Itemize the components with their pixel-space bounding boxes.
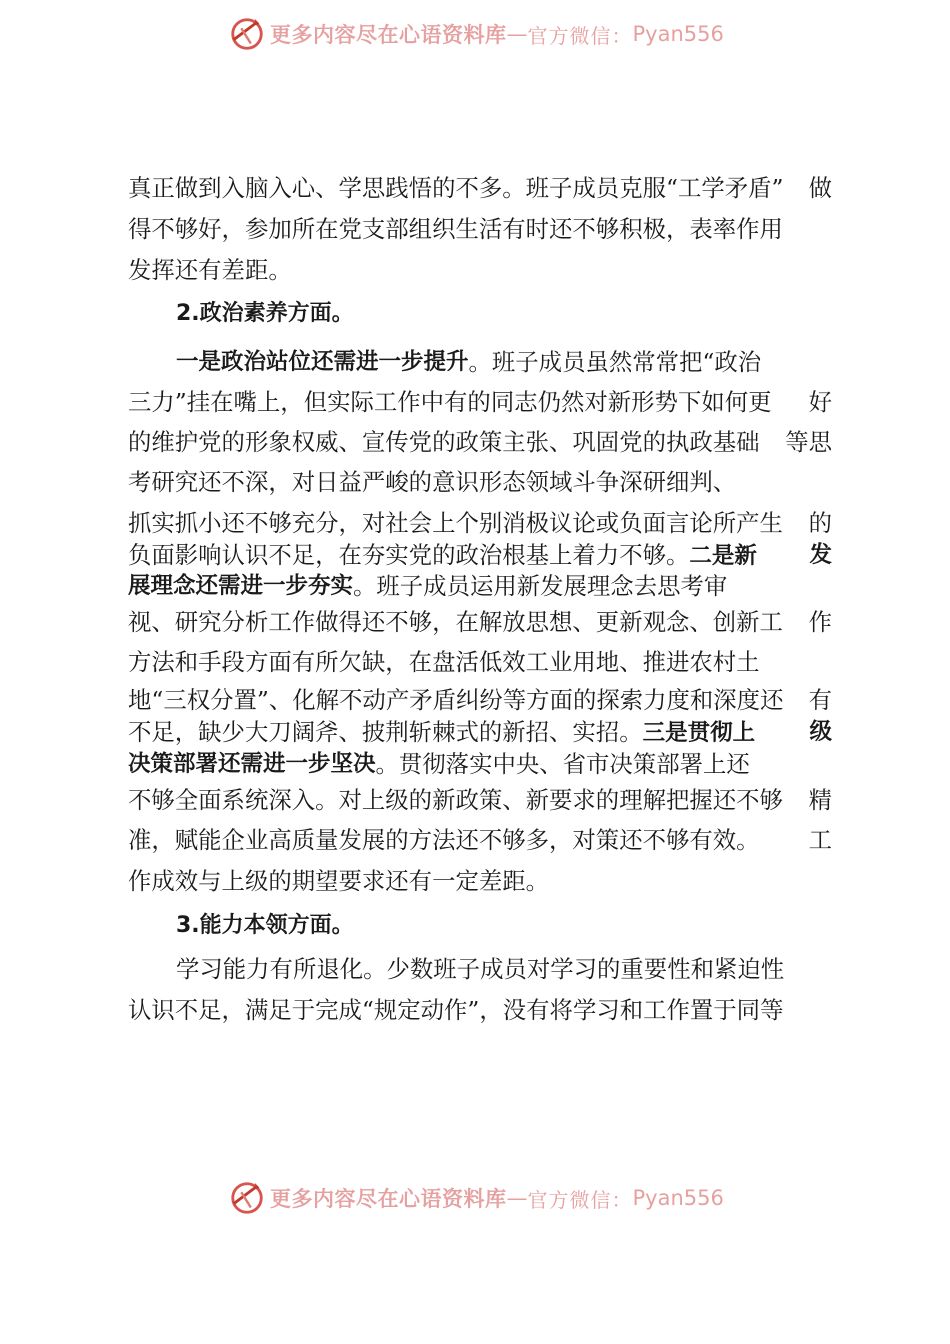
banner-wechat-id: Pyan556 [632,1186,724,1210]
text-line: 视、研究分析工作做得还不够，在解放思想、更新观念、创新工 作 [128,608,832,636]
emphasis-text: 展理念还需进一步夯实 [128,573,354,599]
footer-banner [228,1178,724,1218]
banner-wechat-label: 官方微信： [527,23,633,48]
text-line: 的维护党的形象权威、宣传党的政策主张、巩固党的执政基础 等思 [128,428,832,456]
emphasis-text: 二是新 [689,543,757,569]
text-line: 考研究还不深，对日益严峻的意识形态领域斗争深研细判、 [128,468,737,496]
banner-title: 更多内容尽在心语资料库 [270,22,507,47]
banner-wechat-label: 官方微信： [527,1187,633,1212]
section-heading-political: 2.政治素养方面。 [176,301,354,326]
banner-separator: — [506,22,528,46]
text-line: 真正做到入脑入心、学思践悟的不多。班子成员克服“工学矛盾” 做 [128,174,832,202]
text-line: 准，赋能企业高质量发展的方法还不够多，对策还不够有效。 工 [128,826,832,854]
emphasis-text: 一是政治站位还需进一步提升 [176,349,469,375]
header-banner [228,14,724,54]
text-line: 展理念还需进一步夯实 。班子成员运用新发展理念去思考审 [128,568,832,604]
text-line: 负面影响认识不足，在夯实党的政治根基上着力不够。二是新 发 [128,537,832,573]
text-line: 不足，缺少大刀阔斧、披荆斩棘式的新招、实招。三是贯彻上 级 [128,714,832,750]
text-line: 学习能力有所退化。少数班子成员对学习的重要性和紧迫性 [176,955,785,983]
brand-logo-icon [228,1179,266,1217]
brand-logo-icon [228,15,266,53]
emphasis-text: 级 [809,719,832,745]
banner-separator: — [506,1186,528,1210]
text-line: 决策部署还需进一步坚决 。贯彻落实中央、省市决策部署上还 [128,746,832,782]
text-line: 三力”挂在嘴上，但实际工作中有的同志仍然对新形势下如何更 好 [128,388,832,416]
emphasis-text: 决策部署还需进一步坚决 [128,751,376,777]
text-line: 方法和手段方面有所欠缺，在盘活低效工业用地、推进农村土 [128,648,760,676]
text-line: 作成效与上级的期望要求还有一定差距。 [128,867,550,895]
emphasis-text: 发 [809,542,832,568]
text-line: 得不够好，参加所在党支部组织生活有时还不够积极，表率作用 [128,215,783,243]
text-line: 地“三权分置”、化解不动产矛盾纠纷等方面的探索力度和深度还 有 [128,686,832,714]
emphasis-text: 三是贯彻上 [642,720,756,746]
text-line: 不够全面系统深入。对上级的新政策、新要求的理解把握还不够 精 [128,786,832,814]
text-line: 一是政治站位还需进一步提升 。班子成员虽然常常把“政治 [176,344,832,380]
banner-title: 更多内容尽在心语资料库 [270,1186,507,1211]
text-line: 发挥还有差距。 [128,256,292,284]
banner-wechat-id: Pyan556 [632,22,724,46]
section-heading-ability: 3.能力本领方面。 [176,913,354,938]
text-line: 抓实抓小还不够充分，对社会上个别消极议论或负面言论所产生 的 [128,509,832,537]
text-line: 认识不足，满足于完成“规定动作”，没有将学习和工作置于同等 [128,996,784,1024]
